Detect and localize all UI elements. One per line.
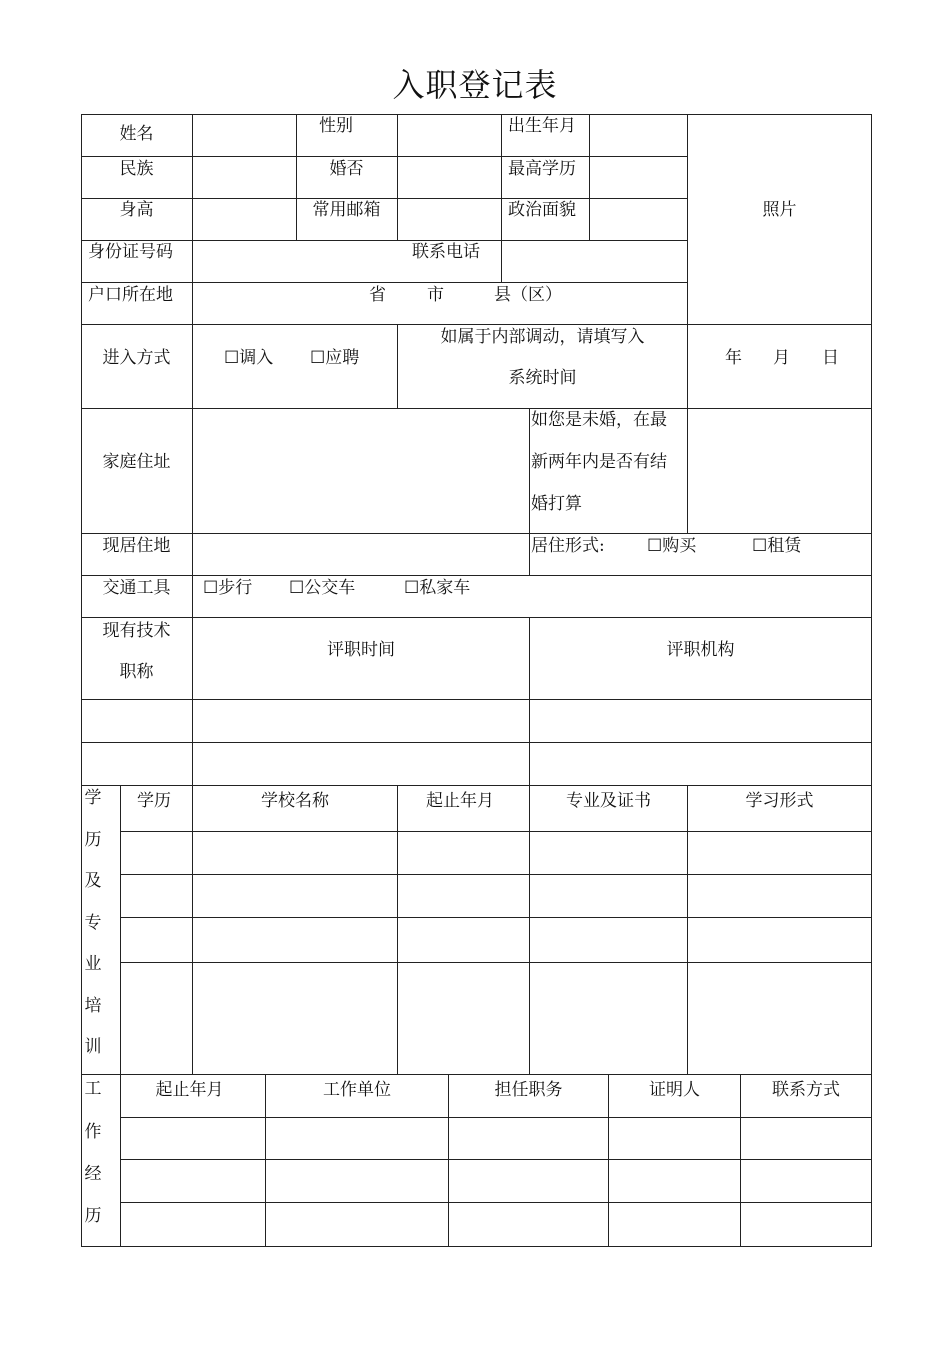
checkbox-bus[interactable]: ☐公交车 [289, 578, 356, 598]
edu-header-period: 起止年月 [426, 791, 494, 811]
tech-row-1-title[interactable] [82, 700, 192, 742]
edu-header-study-form: 学习形式 [745, 791, 814, 811]
checkbox-transfer[interactable]: ☐调入 [224, 348, 274, 368]
checkbox-apply[interactable]: ☐应聘 [310, 348, 360, 368]
work-header-period: 起止年月 [155, 1080, 224, 1100]
work-header-position: 担任职务 [494, 1080, 563, 1100]
field-id-number[interactable] [193, 241, 401, 282]
hukou-county: 县（区） [494, 285, 562, 305]
label-current-residence: 现居住地 [102, 536, 171, 556]
tech-row-1-org[interactable] [530, 700, 871, 742]
entry-note-line1: 如属于内部调动，请填写入 [440, 327, 645, 347]
edu-header-degree: 学历 [137, 791, 171, 811]
label-ethnic: 民族 [119, 159, 154, 179]
tech-row-2-org[interactable] [530, 743, 871, 785]
date-day: 日 [822, 348, 839, 368]
field-marital[interactable] [398, 157, 501, 198]
edu-side-char: 专 [84, 913, 102, 933]
hukou-city: 市 [427, 285, 444, 305]
header-eval-time: 评职时间 [327, 640, 395, 660]
field-political[interactable] [590, 199, 687, 240]
edu-side-char: 历 [84, 830, 102, 850]
hukou-province: 省 [369, 285, 386, 305]
field-gender[interactable] [398, 115, 501, 156]
tech-row-1-time[interactable] [193, 700, 529, 742]
label-gender: 性别 [319, 116, 353, 136]
field-phone[interactable] [502, 241, 687, 282]
marriage-question-line2: 新两年内是否有结 [531, 452, 667, 472]
photo-box[interactable] [688, 115, 871, 324]
work-side-char: 历 [84, 1206, 102, 1226]
label-entry-method: 进入方式 [102, 348, 171, 368]
field-marriage-plan[interactable] [688, 409, 871, 533]
label-height: 身高 [119, 200, 154, 220]
edu-header-major: 专业及证书 [566, 791, 651, 811]
label-marital: 婚否 [329, 159, 364, 179]
label-email: 常用邮箱 [312, 200, 381, 220]
work-side-char: 作 [84, 1122, 102, 1142]
form-title: 入职登记表 [392, 66, 558, 104]
checkbox-rent[interactable]: ☐租赁 [752, 536, 802, 556]
edu-side-char: 学 [84, 788, 102, 808]
label-residence-form: 居住形式: [531, 536, 605, 556]
edu-side-char: 培 [84, 996, 102, 1016]
label-education: 最高学历 [508, 159, 576, 179]
label-photo: 照片 [762, 200, 797, 220]
label-name: 姓名 [119, 124, 154, 144]
work-header-reference: 证明人 [649, 1080, 700, 1100]
field-birth[interactable] [590, 115, 687, 156]
label-hukou: 户口所在地 [88, 285, 173, 305]
work-side-char: 工 [84, 1079, 102, 1099]
field-email[interactable] [398, 199, 501, 240]
edu-side-char: 及 [84, 871, 102, 891]
field-education[interactable] [590, 157, 687, 198]
field-home-address[interactable] [193, 409, 529, 533]
entry-note-line2: 系统时间 [508, 368, 577, 388]
marriage-question-line1: 如您是未婚，在最 [531, 410, 667, 430]
field-height[interactable] [193, 199, 296, 240]
label-political: 政治面貌 [508, 200, 576, 220]
date-year: 年 [725, 348, 742, 368]
edu-side-char: 业 [84, 954, 102, 974]
checkbox-walk[interactable]: ☐步行 [203, 578, 253, 598]
work-header-contact: 联系方式 [772, 1080, 840, 1100]
field-current-residence[interactable] [193, 534, 529, 575]
edu-header-school: 学校名称 [261, 791, 329, 811]
checkbox-car[interactable]: ☐私家车 [404, 578, 471, 598]
header-eval-org: 评职机构 [666, 640, 735, 660]
marriage-question-line3: 婚打算 [531, 494, 582, 514]
label-tech-title-line2: 职称 [119, 662, 154, 682]
label-birth: 出生年月 [508, 116, 576, 136]
work-header-company: 工作单位 [323, 1080, 391, 1100]
edu-side-char: 训 [84, 1037, 102, 1057]
label-home-address: 家庭住址 [102, 452, 171, 472]
field-ethnic[interactable] [193, 157, 296, 198]
tech-row-2-time[interactable] [193, 743, 529, 785]
date-month: 月 [773, 348, 790, 368]
checkbox-buy[interactable]: ☐购买 [647, 536, 697, 556]
work-side-char: 经 [84, 1164, 102, 1184]
label-phone: 联系电话 [412, 242, 480, 262]
field-name[interactable] [193, 115, 296, 156]
label-tech-title-line1: 现有技术 [102, 621, 171, 641]
label-id-number: 身份证号码 [88, 242, 173, 262]
label-transport: 交通工具 [102, 578, 171, 598]
